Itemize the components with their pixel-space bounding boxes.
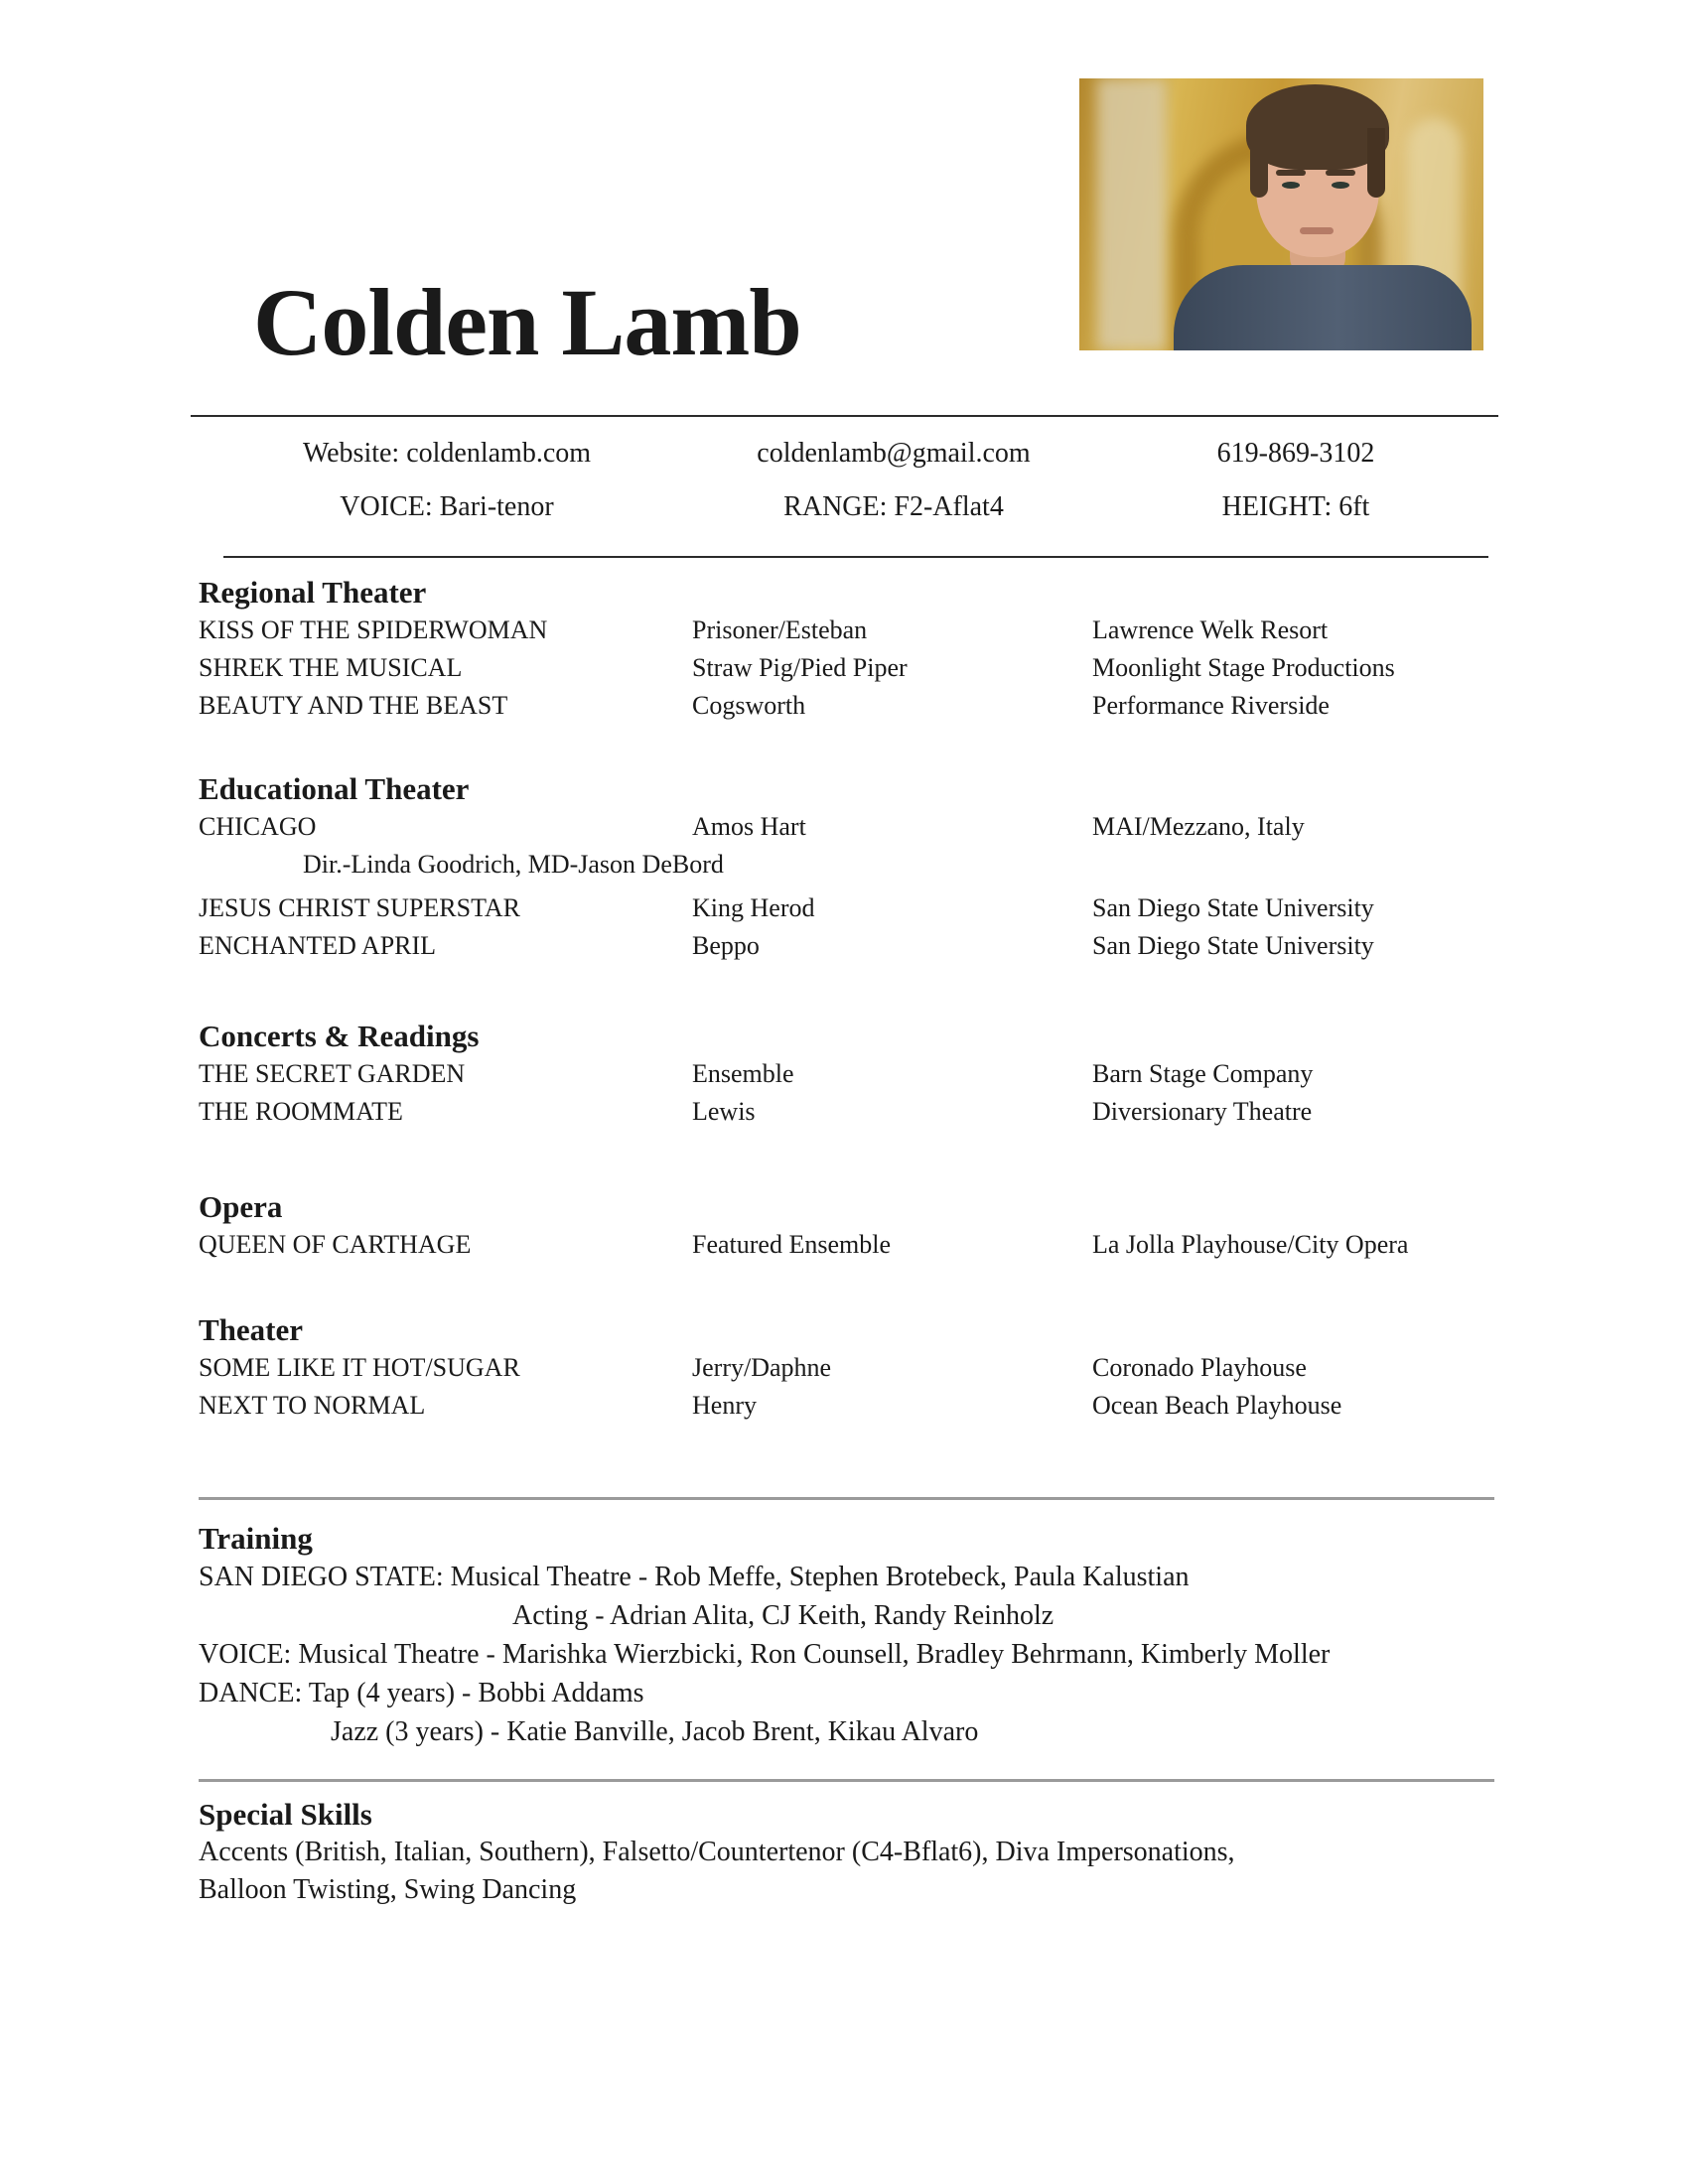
contact-row-2	[199, 490, 1499, 524]
venue: Moonlight Stage Productions	[1092, 653, 1395, 682]
section-heading: Training	[199, 1521, 313, 1556]
resume-body	[199, 574, 1499, 1909]
section-heading: Concerts & Readings	[199, 1019, 480, 1053]
photo-person-eyebrow	[1276, 170, 1306, 176]
section-divider	[199, 1779, 1494, 1782]
credit-row	[199, 1093, 1499, 1131]
credit-row	[199, 649, 1499, 687]
venue: Performance Riverside	[1092, 691, 1330, 720]
role: Prisoner/Esteban	[692, 615, 868, 644]
venue: Barn Stage Company	[1092, 1059, 1314, 1088]
voice-type: VOICE: Bari-tenor	[340, 491, 554, 522]
photo-person-eyebrow	[1326, 170, 1355, 176]
section-heading: Special Skills	[199, 1797, 372, 1832]
photo-person-hair-side	[1367, 128, 1385, 198]
credit-row	[199, 687, 1499, 725]
credit-row	[199, 927, 1499, 965]
training-line: SAN DIEGO STATE: Musical Theatre - Rob Meffe, Stephen Brotebeck, Paula Kalustian	[199, 1562, 1190, 1592]
training-line: Jazz (3 years) - Katie Banville, Jacob Brent, Kikau Alvaro	[331, 1716, 979, 1747]
role: Featured Ensemble	[692, 1230, 891, 1259]
photo-person-eye	[1332, 182, 1349, 189]
venue: Ocean Beach Playhouse	[1092, 1391, 1342, 1420]
training-line: Acting - Adrian Alita, CJ Keith, Randy Reinholz	[512, 1600, 1055, 1631]
photo-background-column	[1097, 78, 1167, 350]
section-opera	[199, 1188, 1499, 1264]
show-title: SHREK THE MUSICAL	[199, 653, 463, 682]
show-title: QUEEN OF CARTHAGE	[199, 1230, 472, 1259]
website: Website: coldenlamb.com	[302, 438, 592, 469]
venue: Coronado Playhouse	[1092, 1353, 1307, 1382]
section-heading: Regional Theater	[199, 575, 427, 610]
page-title: Colden Lamb	[253, 269, 801, 375]
show-title: THE SECRET GARDEN	[199, 1059, 466, 1088]
credit-row	[199, 612, 1499, 649]
venue: La Jolla Playhouse/City Opera	[1092, 1230, 1409, 1259]
special-skills-line: Balloon Twisting, Swing Dancing	[199, 1874, 577, 1905]
credit-row	[199, 1349, 1499, 1387]
photo-person-hair-side	[1250, 128, 1268, 198]
show-title: SOME LIKE IT HOT/SUGAR	[199, 1353, 520, 1382]
show-title: BEAUTY AND THE BEAST	[199, 691, 508, 720]
email: coldenlamb@gmail.com	[757, 438, 1031, 469]
venue: MAI/Mezzano, Italy	[1092, 812, 1305, 841]
role: Amos Hart	[692, 812, 806, 841]
venue: San Diego State University	[1092, 893, 1374, 922]
role: Jerry/Daphne	[692, 1353, 832, 1382]
section-heading: Theater	[199, 1312, 304, 1347]
headshot-photo	[1079, 78, 1483, 350]
section-educational-theater	[199, 770, 1499, 965]
section-concerts-readings	[199, 1018, 1499, 1131]
photo-person-shirt-shading	[1174, 265, 1472, 350]
credit-row	[199, 889, 1499, 927]
venue: San Diego State University	[1092, 931, 1374, 960]
venue: Lawrence Welk Resort	[1092, 615, 1329, 644]
training-line: VOICE: Musical Theatre - Marishka Wierzbicki, Ron Counsell, Bradley Behrmann, Kimberly Moller	[199, 1639, 1331, 1670]
vocal-range: RANGE: F2-Aflat4	[783, 491, 1004, 522]
training-line: DANCE: Tap (4 years) - Bobbi Addams	[199, 1678, 644, 1708]
show-title: ENCHANTED APRIL	[199, 931, 437, 960]
header-divider-bottom	[223, 556, 1488, 558]
show-title: CHICAGO	[199, 812, 317, 841]
section-regional-theater	[199, 574, 1499, 725]
venue: Diversionary Theatre	[1092, 1097, 1313, 1126]
role: Straw Pig/Pied Piper	[692, 653, 908, 682]
credit-row	[199, 1055, 1499, 1093]
credit-note: Dir.-Linda Goodrich, MD-Jason DeBord	[303, 850, 724, 879]
phone: 619-869-3102	[1216, 438, 1375, 469]
show-title: JESUS CHRIST SUPERSTAR	[199, 893, 520, 922]
credit-row	[199, 808, 1499, 846]
show-title: THE ROOMMATE	[199, 1097, 403, 1126]
special-skills-line: Accents (British, Italian, Southern), Falsetto/Countertenor (C4-Bflat6), Diva Impersonations,	[199, 1837, 1235, 1867]
show-title: KISS OF THE SPIDERWOMAN	[199, 615, 548, 644]
photo-person-mouth	[1300, 227, 1334, 234]
credit-row	[199, 1226, 1499, 1264]
section-training	[199, 1520, 1499, 1751]
role: Cogsworth	[692, 691, 806, 720]
role: King Herod	[692, 893, 815, 922]
section-divider	[199, 1497, 1494, 1500]
photo-person-eye	[1282, 182, 1300, 189]
role: Henry	[692, 1391, 757, 1420]
credit-row	[199, 1387, 1499, 1425]
contact-row-1	[199, 437, 1499, 471]
height: HEIGHT: 6ft	[1221, 491, 1370, 522]
show-title: NEXT TO NORMAL	[199, 1391, 426, 1420]
section-theater	[199, 1311, 1499, 1425]
role: Beppo	[692, 931, 760, 960]
section-special-skills	[199, 1796, 1499, 1909]
role: Lewis	[692, 1097, 756, 1126]
section-heading: Educational Theater	[199, 771, 470, 806]
role: Ensemble	[692, 1059, 794, 1088]
section-heading: Opera	[199, 1189, 283, 1224]
header-divider-top	[191, 415, 1498, 417]
